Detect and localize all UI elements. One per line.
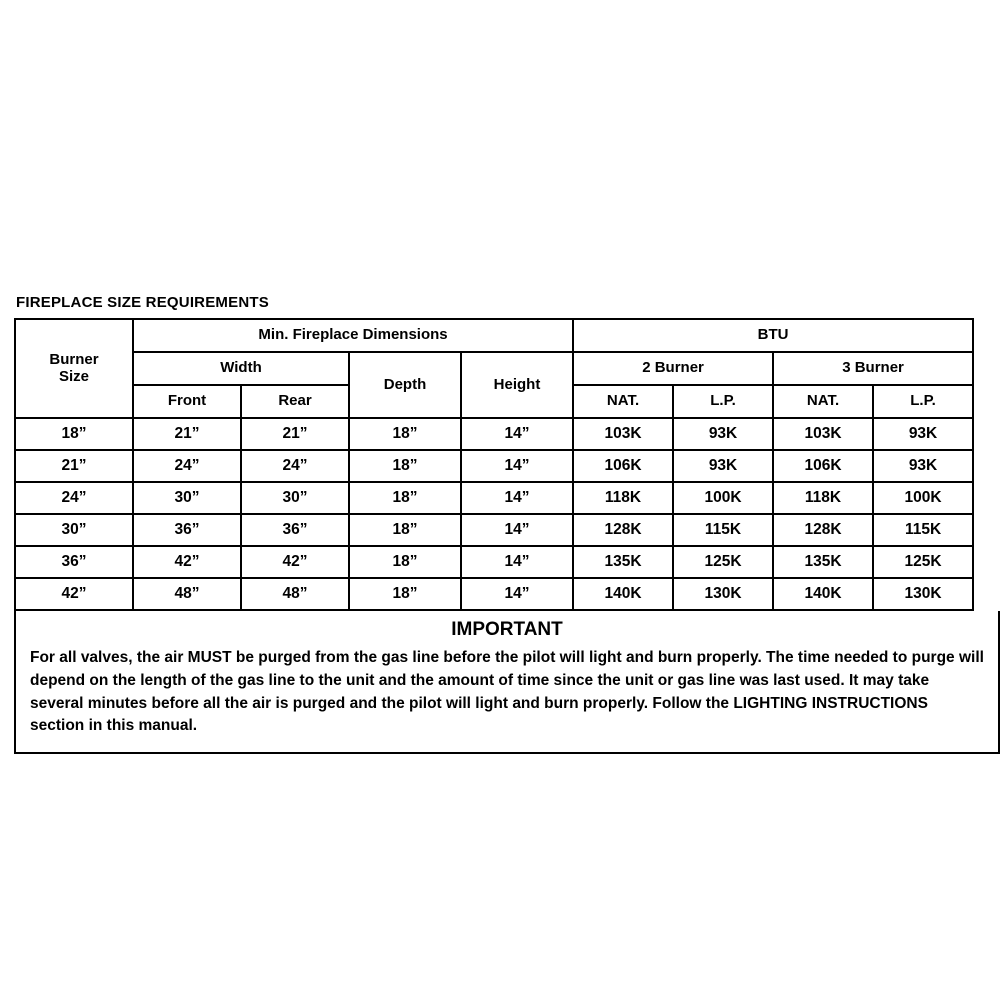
cell-2burner-lp: 115K (673, 514, 773, 546)
column-header-btu: BTU (573, 319, 973, 352)
cell-burner-size: 42” (15, 578, 133, 610)
cell-3burner-nat: 103K (773, 418, 873, 450)
column-header-2-burner: 2 Burner (573, 352, 773, 385)
cell-2burner-lp: 130K (673, 578, 773, 610)
cell-depth: 18” (349, 514, 461, 546)
cell-depth: 18” (349, 450, 461, 482)
cell-height: 14” (461, 546, 573, 578)
cell-3burner-lp: 93K (873, 418, 973, 450)
cell-3burner-lp: 93K (873, 450, 973, 482)
column-header-2burner-lp: L.P. (673, 385, 773, 418)
cell-2burner-lp: 93K (673, 418, 773, 450)
cell-rear: 42” (241, 546, 349, 578)
cell-3burner-lp: 115K (873, 514, 973, 546)
cell-depth: 18” (349, 482, 461, 514)
cell-depth: 18” (349, 578, 461, 610)
cell-front: 21” (133, 418, 241, 450)
cell-3burner-lp: 125K (873, 546, 973, 578)
cell-3burner-nat: 128K (773, 514, 873, 546)
cell-rear: 48” (241, 578, 349, 610)
column-header-depth: Depth (349, 352, 461, 418)
burner-size-line1: Burner (49, 350, 99, 368)
cell-3burner-nat: 135K (773, 546, 873, 578)
cell-front: 42” (133, 546, 241, 578)
column-header-width: Width (133, 352, 349, 385)
fireplace-size-requirements-block (14, 294, 986, 754)
cell-height: 14” (461, 482, 573, 514)
cell-front: 24” (133, 450, 241, 482)
table-row (15, 514, 973, 546)
cell-3burner-lp: 100K (873, 482, 973, 514)
column-header-min-fireplace-dimensions: Min. Fireplace Dimensions (133, 319, 573, 352)
cell-rear: 36” (241, 514, 349, 546)
cell-2burner-lp: 93K (673, 450, 773, 482)
table-row (15, 546, 973, 578)
cell-rear: 21” (241, 418, 349, 450)
column-header-rear: Rear (241, 385, 349, 418)
cell-3burner-nat: 106K (773, 450, 873, 482)
cell-burner-size: 36” (15, 546, 133, 578)
cell-height: 14” (461, 578, 573, 610)
cell-burner-size: 24” (15, 482, 133, 514)
cell-depth: 18” (349, 418, 461, 450)
important-notice-box (14, 611, 1000, 754)
cell-burner-size: 21” (15, 450, 133, 482)
cell-2burner-nat: 103K (573, 418, 673, 450)
cell-rear: 24” (241, 450, 349, 482)
cell-height: 14” (461, 450, 573, 482)
cell-burner-size: 30” (15, 514, 133, 546)
cell-burner-size: 18” (15, 418, 133, 450)
cell-height: 14” (461, 418, 573, 450)
cell-3burner-nat: 140K (773, 578, 873, 610)
important-notice-body: For all valves, the air MUST be purged from the gas line before the pilot will light and burn properly. The time needed to purge will depend on the length of the gas line to the unit and the amount of time since the unit or gas line was last used. It may take several minutes before all the air is purged and the pilot will light and burn properly. Follow the LIGHTING INSTRUCTIONS section in this manual. (30, 649, 984, 735)
column-header-3-burner: 3 Burner (773, 352, 973, 385)
burner-size-line2: Size (58, 367, 89, 385)
table-row (15, 578, 973, 610)
table-header-row-1 (15, 319, 973, 352)
cell-2burner-nat: 135K (573, 546, 673, 578)
table-row (15, 482, 973, 514)
cell-front: 30” (133, 482, 241, 514)
important-notice-title: IMPORTANT (451, 619, 563, 640)
cell-depth: 18” (349, 546, 461, 578)
column-header-front: Front (133, 385, 241, 418)
cell-2burner-nat: 140K (573, 578, 673, 610)
column-header-burner-size (15, 319, 133, 418)
table-head (15, 319, 973, 418)
cell-3burner-nat: 118K (773, 482, 873, 514)
table-body (15, 418, 973, 610)
column-header-3burner-nat: NAT. (773, 385, 873, 418)
table-row (15, 418, 973, 450)
cell-rear: 30” (241, 482, 349, 514)
table-row (15, 450, 973, 482)
page-title: FIREPLACE SIZE REQUIREMENTS (16, 294, 269, 311)
table-header-row-2 (15, 352, 973, 385)
cell-2burner-nat: 128K (573, 514, 673, 546)
cell-front: 48” (133, 578, 241, 610)
column-header-2burner-nat: NAT. (573, 385, 673, 418)
cell-2burner-nat: 106K (573, 450, 673, 482)
cell-2burner-lp: 125K (673, 546, 773, 578)
cell-2burner-nat: 118K (573, 482, 673, 514)
cell-2burner-lp: 100K (673, 482, 773, 514)
cell-front: 36” (133, 514, 241, 546)
column-header-height: Height (461, 352, 573, 418)
column-header-3burner-lp: L.P. (873, 385, 973, 418)
cell-height: 14” (461, 514, 573, 546)
fireplace-size-table (14, 318, 974, 611)
cell-3burner-lp: 130K (873, 578, 973, 610)
